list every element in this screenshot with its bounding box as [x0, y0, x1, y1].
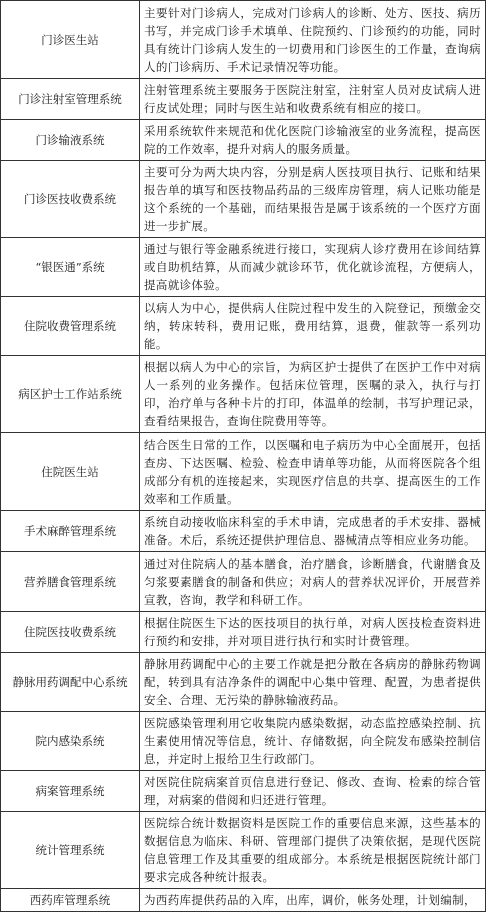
system-name-cell: 门诊输液系统 — [1, 120, 140, 161]
system-name-cell: 住院医生站 — [1, 433, 140, 511]
system-description-cell: 为西药库提供药品的入库，出库，调价，帐务处理，计划编制， — [140, 889, 486, 912]
system-name-cell: 病案管理系统 — [1, 771, 140, 812]
table-row — [1, 812, 486, 889]
table-row — [1, 297, 486, 356]
system-description-cell: 根据住院医生下达的医技项目的执行单，对病人医技检查资料进行预约和安排，并对项目进行执行和实时计费管理。 — [140, 612, 486, 653]
system-description-cell: 系统自动接收临床科室的手术申请，完成患者的手术安排、器械准备。术后，系统还提供护理信息、器械清点等相应业务功能。 — [140, 511, 486, 552]
table-row — [1, 889, 486, 912]
system-name-cell: “银医通”系统 — [1, 238, 140, 297]
system-name-cell: 院内感染系统 — [1, 712, 140, 771]
system-description-cell: 以病人为中心，提供病人住院过程中发生的入院登记，预缴金交纳，转床转科，费用记账，费用结算，退费，催款等一系列功能。 — [140, 297, 486, 356]
system-name-cell: 统计管理系统 — [1, 812, 140, 889]
table-row — [1, 238, 486, 297]
system-name-cell: 病区护士工作站系统 — [1, 356, 140, 433]
system-description-cell: 主要针对门诊病人，完成对门诊病人的诊断、处方、医技、病历书写，并完成门诊手术填单、住院预约、门诊预约的功能，同时具有统计门诊病人发生的一切费用和门诊医生的工作量，查询病人的门诊病历、手术记录情况等功能。 — [140, 1, 486, 79]
system-description-cell: 根据以病人为中心的宗旨，为病区护士提供了在医护工作中对病人一系列的业务操作。包括床位管理，医嘱的录入，执行与打印，治疗单与各种卡片的打印，体温单的绘制，书写护理记录，查看结果报告，查询住院费用等等。 — [140, 356, 486, 433]
table-row — [1, 552, 486, 612]
table-row — [1, 653, 486, 712]
system-description-cell: 通过对住院病人的基本膳食，治疗膳食，诊断膳食，代谢膳食及匀浆要素膳食的制备和供应；对病人的营养状况评价，开展营养宣教，咨询，教学和科研工作。 — [140, 552, 486, 612]
table-row — [1, 1, 486, 79]
system-name-cell: 静脉用药调配中心系统 — [1, 653, 140, 712]
table-row — [1, 771, 486, 812]
table-row — [1, 79, 486, 120]
system-description-cell: 通过与银行等金融系统进行接口，实现病人诊疗费用在诊间结算或自助机结算，从而减少就诊环节，优化就诊流程，方便病人，提高就诊体验。 — [140, 238, 486, 297]
system-name-cell: 营养膳食管理系统 — [1, 552, 140, 612]
system-description-cell: 对医院住院病案首页信息进行登记、修改、查询、检索的综合管理，对病案的借阅和归还进行管理。 — [140, 771, 486, 812]
system-name-cell: 门诊注射室管理系统 — [1, 79, 140, 120]
table-row — [1, 120, 486, 161]
system-name-cell: 西药库管理系统 — [1, 889, 140, 912]
system-name-cell: 手术麻醉管理系统 — [1, 511, 140, 552]
system-description-cell: 注射管理系统主要服务于医院注射室，注射室人员对皮试病人进行皮试处理；同时与医生站和收费系统有相应的接口。 — [140, 79, 486, 120]
system-description-cell: 主要可分为两大块内容，分别是病人医技项目执行、记账和结果报告单的填写和医技物品药品的三级库房管理，病人记账功能是这个系统的一个基础，而结果报告是属于该系统的一个医疗方面进一步扩展。 — [140, 161, 486, 238]
system-description-cell: 采用系统软件来规范和优化医院门诊输液室的业务流程，提高医院的工作效率，提升对病人的服务质量。 — [140, 120, 486, 161]
table-row — [1, 433, 486, 511]
table-row — [1, 356, 486, 433]
table-row — [1, 511, 486, 552]
system-name-cell: 住院医技收费系统 — [1, 612, 140, 653]
system-name-cell: 门诊医技收费系统 — [1, 161, 140, 238]
system-description-cell: 静脉用药调配中心的主要工作就是把分散在各病房的静脉药物调配，转到具有洁净条件的调配中心集中管理、配置，为患者提供安全、合理、无污染的静脉输液药品。 — [140, 653, 486, 712]
table-row — [1, 612, 486, 653]
system-description-cell: 医院综合统计数据资料是医院工作的重要信息来源，这些基本的数据信息为临床、科研、管理部门提供了决策依据，是现代医院信息管理工作及其重要的组成部分。本系统是根据医院统计部门要求完成各种统计报表。 — [140, 812, 486, 889]
system-description-cell: 结合医生日常的工作，以医嘱和电子病历为中心全面展开，包括查房、下达医嘱、检验、检查申请单等功能，从而将医院各个组成部分有机的连接起来，实现医疗信息的共享、提高医生的工作效率和工作质量。 — [140, 433, 486, 511]
table-row — [1, 161, 486, 238]
table-body — [1, 1, 486, 912]
system-name-cell: 住院收费管理系统 — [1, 297, 140, 356]
system-description-cell: 医院感染管理利用它收集院内感染数据，动态监控感染控制、抗生素使用情况等信息，统计、存储数据，向全院发布感染控制信息，并定时上报给卫生行政部门。 — [140, 712, 486, 771]
system-name-cell: 门诊医生站 — [1, 1, 140, 79]
table-row — [1, 712, 486, 771]
